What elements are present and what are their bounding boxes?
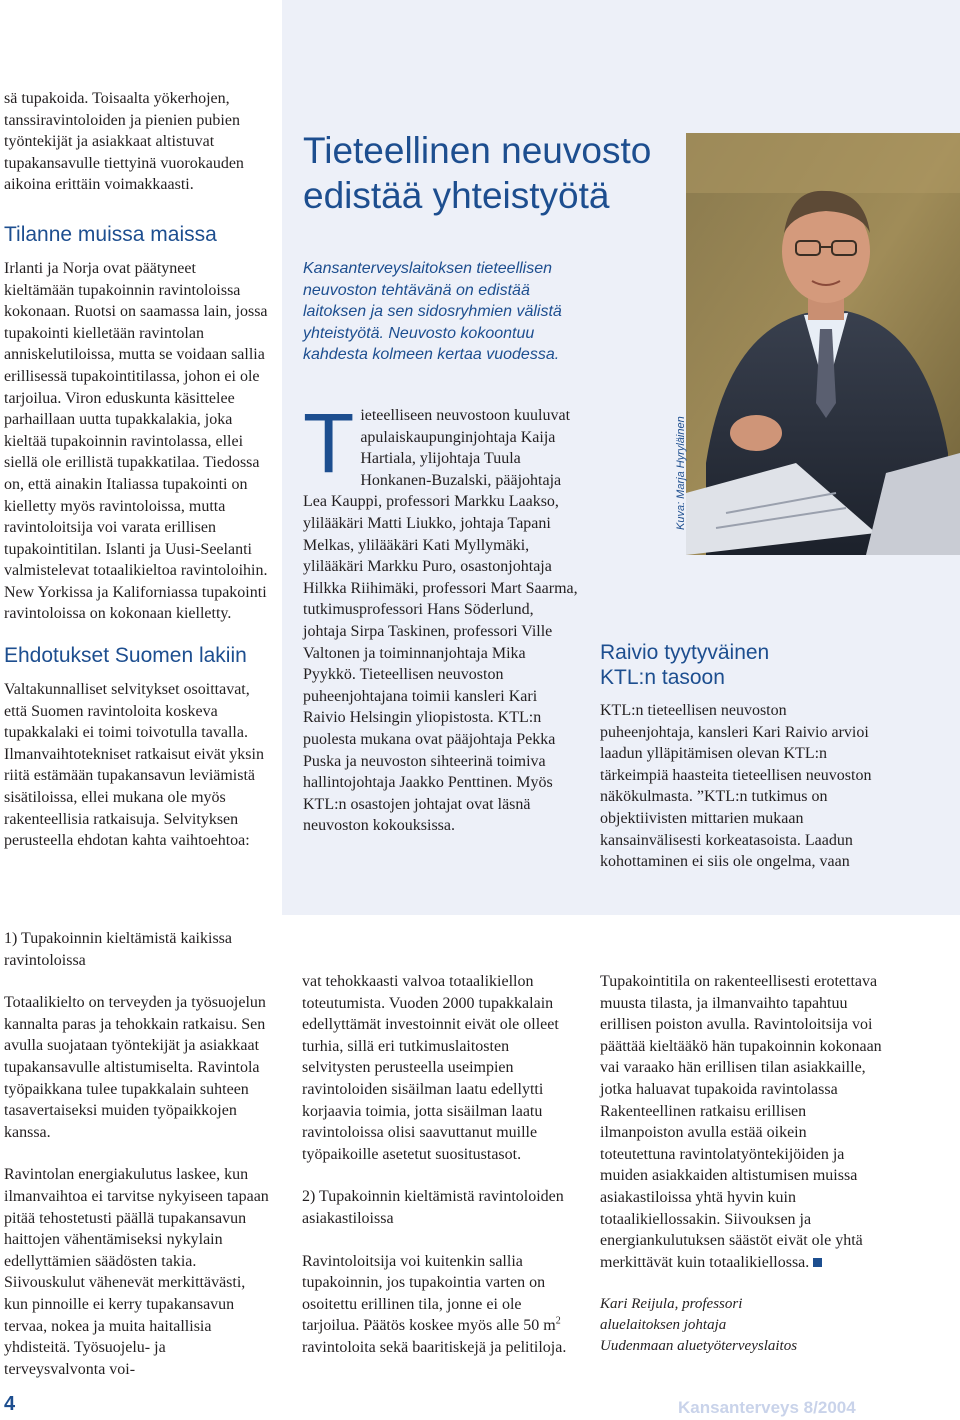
heading-proposals: Ehdotukset Suomen lakiin	[4, 644, 247, 668]
sidebar-title: Tieteellinen neuvosto edistää yhteistyötä	[303, 130, 652, 216]
option-2-paragraph	[302, 1251, 578, 1359]
other-countries-paragraph: Irlanti ja Norja ovat päätyneet kieltämään tupakoinnin ravintoloissa kokonaan. Ruotsi on saamassa lain, jossa tupakointi kielletään ravintolan anniskelutiloissa, mutta se voidaan sallia erillisessä tupakointitilassa, johon ei ole tarjoilua. Viron eduskunta käsittelee parhaillaan uutta tupakkalakia, joka kieltää tupakoinnin ravintolassa, ellei siellä ole erillistä tupakkatilaa. Tiedossa on, että ainakin Italiassa tupakointi on kielletty myös ravintoloissa, mutta ravintoloitsija voi varata erillisen tupakointitilan. Islanti ja Uusi-Seelanti valmistelevat totaalikieltoa ravintoloihin. New Yorkissa ja Kaliforniassa tupakointi ravintoloissa on kokonaan kielletty.	[4, 259, 268, 623]
end-mark-icon	[813, 1258, 822, 1267]
sidebar-subheading: Raivio tyytyväinen KTL:n tasoon	[600, 641, 770, 689]
page-number: 4	[4, 1393, 16, 1415]
photo-credit: Kuva: Marja Hyryläinen	[675, 416, 687, 530]
magazine-footer: Kansanterveys 8/2004	[678, 1398, 856, 1417]
heading-other-countries: Tilanne muissa maissa	[4, 222, 217, 246]
intro-paragraph: sä tupakoida. Toisaalta yökerhojen, tanssiravintoloiden ja pienien pubien työntekijät ja asiakkaat altistuvat tupakansavulle tiettyinä vuorokauden aikoina erittäin voimakkaasti.	[4, 90, 244, 194]
portrait-illustration	[686, 133, 960, 555]
portrait-photo	[686, 133, 960, 555]
right-paragraph-text: Tupakointitila on rakenteellisesti erotettava muusta tilasta, ja ilmanvaihto tapahtuu erillisen poiston avulla. Ravintoloitsija voi päättää kieltääkö hän tupakoinnin kokonaan vai varaako hän erillisen tilan asiakkaille, jotka haluavat tupakoida ravintolassa Rakenteellinen ratkaisu erillisen ilmanpoiston avulla estää oikein toteutettuna ravintolatyöntekijöiden ja muiden asiakkaiden altistumisen muissa asiakastiloissa yhtä hyvin kuin totaalikiellossakin. Siivouksen ja energiankulutuksen säästöt eivät ole yhtä merkittävät kuin totaalikiellossa.	[600, 973, 882, 1271]
left-column-top	[4, 88, 269, 852]
sidebar-lead: Kansanterveyslaitoksen tieteellisen neuvoston tehtävänä on edistää laitoksen ja sen sidosryhmien välistä yhteistyötä. Neuvosto kokoontuu kahdesta kolmeen kertaa vuodessa.	[303, 260, 562, 363]
sidebar-body-paragraph	[303, 396, 579, 837]
drop-cap: T	[303, 396, 355, 490]
option-1-paragraph-2: Ravintolan energiakulutus laskee, kun ilmanvaihtoa ei tarvitse nykyiseen tapaan pitää tehostetusti päällä tupakansavun haittojen vähentämiseksi nykylain edellyttämien säädösten takia. Siivouskulut vähenevät merkittävästi, kun pinnoille ei kerry tupakansavun tervaa, nokea ja muita haitallisia yhdisteitä. Työsuojelu- ja terveysvalvonta voi-	[4, 1166, 269, 1378]
sidebar-subsection-paragraph: KTL:n tieteellisen neuvoston puheenjohtaja, kansleri Kari Raivio arvioi laadun ylläpitämisen olevan KTL:n tärkeimpiä haasteita tieteellisen neuvoston näkökulmasta. ”KTL:n tutkimus on objektiivisten mittarien mukaan kansainvälisesti korkeatasoista. Laadun kohottaminen ei siis ole ongelma, vaan	[600, 702, 872, 871]
right-paragraph-1	[600, 971, 882, 1273]
option-2-heading: 2) Tupakoinnin kieltämistä ravintoloiden asiakastiloissa	[302, 1188, 564, 1227]
option-2-text-end: ravintoloita sekä baaritiskejä ja pelitiloja.	[302, 1338, 567, 1356]
sidebar-body-text: ieteelliseen neuvostoon kuuluvat apulaiskaupunginjohtaja Kaija Hartiala, ylijohtaja Tuula Honkanen-Buzalski, pääjohtaja Lea Kauppi, professori Markku Laakso, ylilääkäri Matti Liukko, johtaja Tapani Melkas, ylilääkäri Kati Myllymäki, ylilääkäri Markku Puro, osastonjohtaja Hilkka Riihimäki, professori Mart Saarma, tutkimusprofessori Hans Söderlund, johtaja Sirpa Taskinen, professori Ville Valtonen ja toiminnanjohtaja Mika Pyykkö. Tieteellisen neuvoston puheenjohtajana toimii kansleri Kari Raivio Helsingin yliopistosta. KTL:n puolesta mukana ovat pääjohtaja Pekka Puska ja neuvoston sihteerinä toimiva hallintojohtaja Jaakko Penttinen. Myös KTL:n osastojen johtajat ovat läsnä neuvoston kokouksissa.	[303, 407, 578, 835]
right-column-bottom	[600, 971, 882, 1357]
signature-organization: Uudenmaan aluetyöterveyslaitos	[600, 1338, 798, 1355]
option-2-text-start: Ravintoloitsija voi kuitenkin sallia tupakoinnin, jos tupakointia varten on osoitettu erillinen tila, jonne ei ole tarjoilua. Päätös koskee myös alle 50 m	[302, 1252, 556, 1335]
left-column-bottom	[4, 928, 269, 1380]
option-1-heading: 1) Tupakoinnin kieltämistä kaikissa ravintoloissa	[4, 930, 232, 969]
proposals-paragraph: Valtakunnalliset selvitykset osoittavat, että Suomen ravintoloita koskeva tupakkalaki ei toimi toivotulla tavalla. Ilmanvaihtotekniset ratkaisut eivät yksin riitä estämään tupakansavun leviämistä sisätiloissa, ellei mukana ole myös rakenteellisia ratkaisuja. Selvityksen perusteella ehdotan kahta vaihtoehtoa:	[4, 681, 264, 850]
signature-name: Kari Reijula, professori	[600, 1296, 743, 1313]
middle-column-bottom	[302, 971, 578, 1359]
option-1-paragraph-1: Totaalikielto on terveyden ja työsuojelun kannalta paras ja tehokkain ratkaisu. Sen avulla suojataan työntekijät ja asiakkaat tupakansavulle altistumiselta. Ravintola työpaikkana tulee tupakkalain suhteen tasavertaiseksi muiden työpaikkojen kanssa.	[4, 994, 266, 1141]
sidebar-body	[303, 396, 579, 837]
superscript-2: 2	[555, 1315, 561, 1327]
signature-role: aluelaitoksen johtaja	[600, 1317, 727, 1334]
sidebar-subsection	[600, 640, 882, 873]
middle-paragraph-1: vat tehokkaasti valvoa totaalikiellon toteutumista. Vuoden 2000 tupakkalain edellyttämät investoinnit eivät ole olleet turhia, sillä eri tutkimuslaitosten selvitysten perusteella useimpien ravintoloiden sisäilman laatu edellytti korjaavia toimia, jotta sisäilman laatu ravintoloissa olisi saavuttanut muille työpaikoille asetetut suositustasot.	[302, 973, 559, 1163]
